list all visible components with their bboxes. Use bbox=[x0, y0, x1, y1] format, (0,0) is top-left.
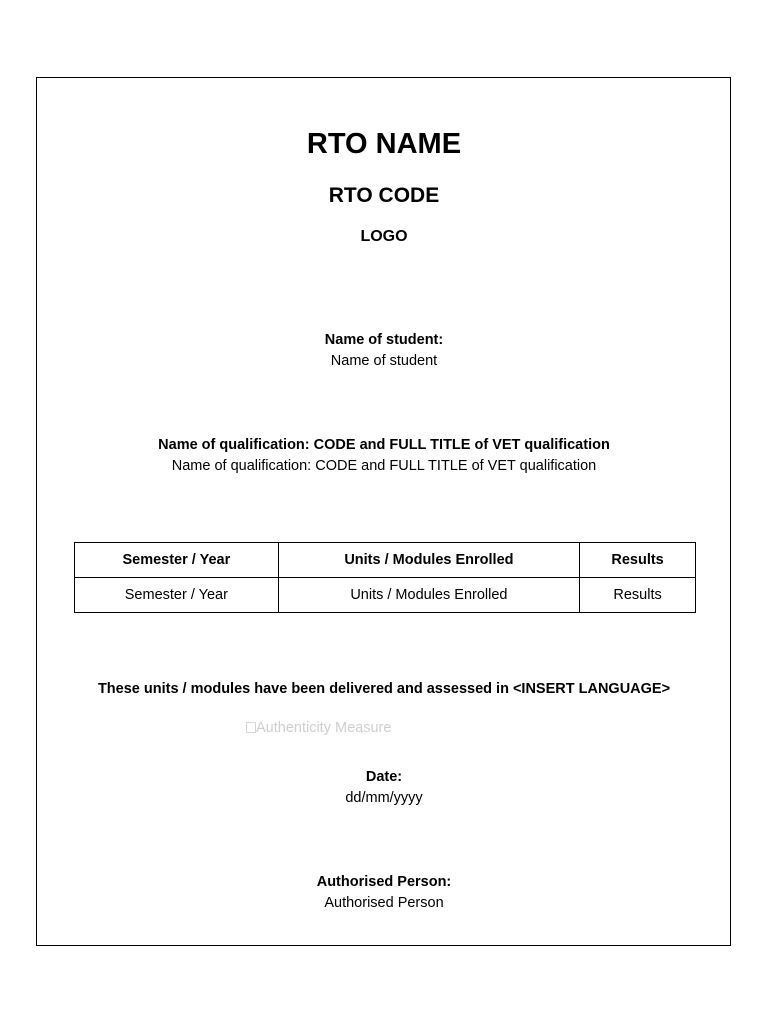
rto-name-heading: RTO NAME bbox=[306, 128, 462, 160]
authenticity-measure-image bbox=[246, 720, 391, 736]
date-value: dd/mm/yyyy bbox=[345, 790, 423, 806]
rto-code-heading: RTO CODE bbox=[328, 184, 440, 207]
student-name-label: Name of student: bbox=[324, 332, 444, 348]
authenticity-measure-alt-text: Authenticity Measure bbox=[256, 720, 392, 736]
broken-image-icon bbox=[246, 722, 256, 733]
column-header-semester: Semester / Year bbox=[75, 543, 279, 578]
authorised-person-label: Authorised Person: bbox=[316, 874, 452, 890]
date-label: Date: bbox=[365, 769, 403, 785]
table-header-row bbox=[75, 543, 696, 578]
table-row bbox=[75, 578, 696, 613]
column-header-results: Results bbox=[580, 543, 696, 578]
qualification-value: Name of qualification: CODE and FULL TITLE of VET qualification bbox=[171, 458, 597, 474]
logo-placeholder: LOGO bbox=[360, 228, 408, 245]
enrolment-table bbox=[74, 542, 696, 613]
cell-units: Units / Modules Enrolled bbox=[278, 578, 579, 613]
language-statement: These units / modules have been delivered and assessed in <INSERT LANGUAGE> bbox=[97, 681, 671, 697]
column-header-units: Units / Modules Enrolled bbox=[278, 543, 579, 578]
cell-results: Results bbox=[580, 578, 696, 613]
qualification-label: Name of qualification: CODE and FULL TITLE of VET qualification bbox=[158, 437, 610, 453]
authorised-person-value: Authorised Person bbox=[324, 895, 444, 911]
student-name-value: Name of student bbox=[330, 353, 438, 369]
cell-semester: Semester / Year bbox=[75, 578, 279, 613]
